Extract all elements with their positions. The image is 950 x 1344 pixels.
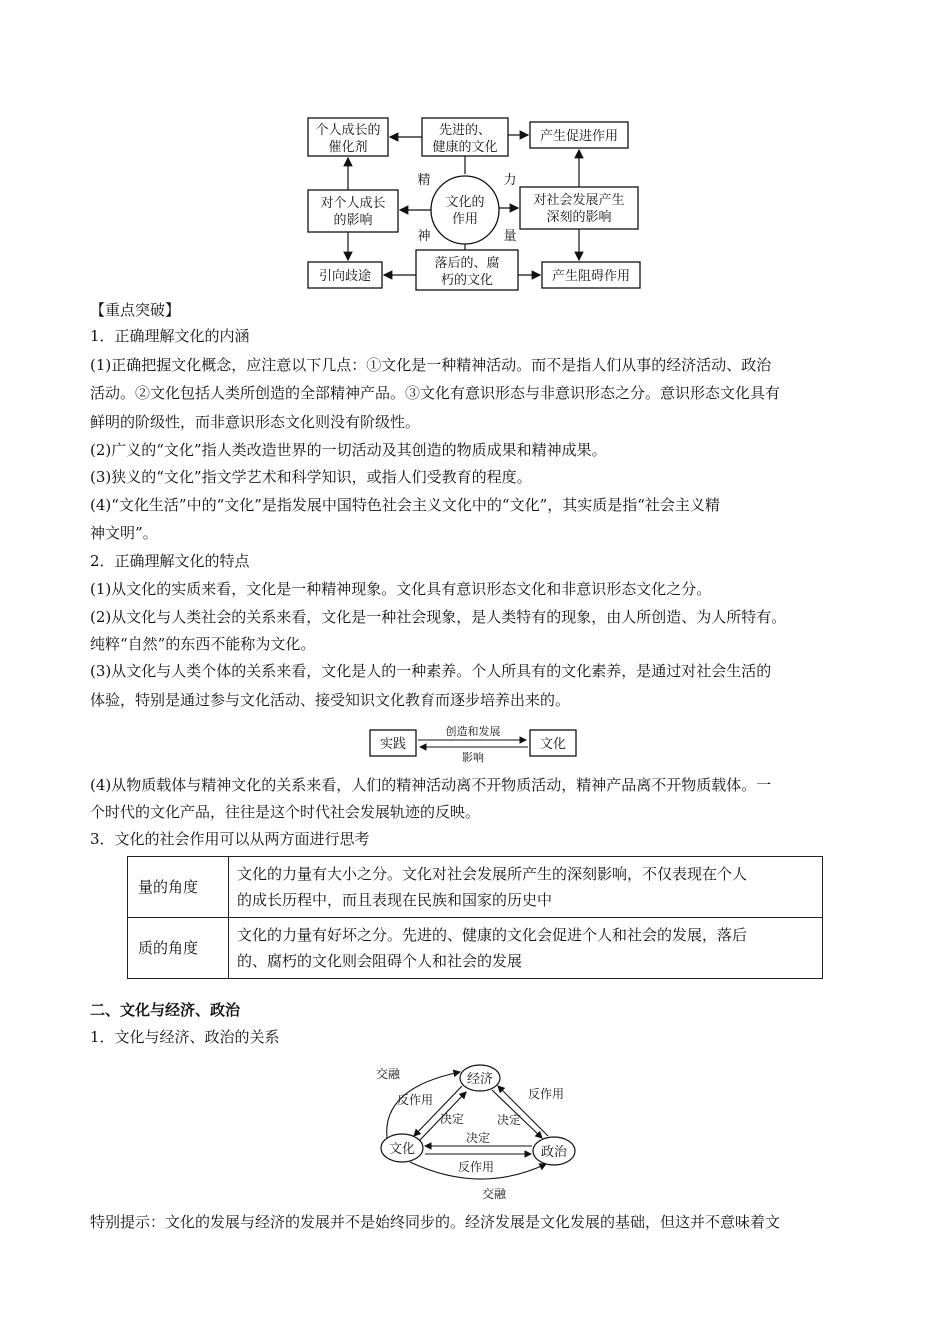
top-center-line1: 先进的、 [438, 123, 492, 138]
practice-culture-diagram [368, 722, 580, 766]
jueding-left: 决定 [439, 1112, 465, 1126]
fanzuoyong-right: 反作用 [527, 1087, 565, 1101]
section2-sub: 1．文化与经济、政治的关系 [90, 1028, 280, 1046]
center-circle [431, 176, 499, 244]
text-line-10: (1)从文化的实质来看，文化是一种精神现象。文化具有意识形态文化和非意识形态文化之分。 [90, 580, 712, 598]
section2-heading: 二、文化与经济、政治 [90, 1001, 241, 1019]
jueding-bottom: 决定 [465, 1131, 491, 1145]
text-line-11: (2)从文化与人类社会的关系来看，文化是一种社会现象，是人类特有的现象，由人所创造、为人所特有。 [90, 608, 787, 626]
text-line-17: 3．文化的社会作用可以从两方面进行思考 [90, 830, 370, 848]
corner-tr: 力 [503, 173, 517, 188]
bottom-arrow-label: 影响 [462, 751, 484, 764]
bottom-right-label: 产生阻碍作用 [551, 269, 631, 284]
tip-text: 特别提示：文化的发展与经济的发展并不是始终同步的。经济发展是文化发展的基础，但这并不意味着文 [90, 1213, 781, 1231]
text-line-14: 体验，特别是通过参与文化活动、接受知识文化教育而逐步培养出来的。 [90, 691, 571, 709]
mid-left-line1: 对个人成长 [320, 196, 386, 211]
center-line2: 作用 [451, 212, 479, 227]
politics-label: 政治 [540, 1145, 568, 1160]
table-key: 质的角度 [128, 918, 229, 979]
mid-right-line2: 深刻的影响 [546, 210, 612, 225]
top-left-line2: 催化剂 [328, 140, 368, 155]
culture-role-table [127, 856, 823, 979]
text-line-15: (4)从物质载体与精神文化的关系来看，人们的精神活动离不开物质活动，精神产品离不开物质载体。一 [90, 776, 772, 794]
fanzuoyong-left: 反作用 [396, 1093, 434, 1107]
fanzuoyong-bottom: 反作用 [457, 1160, 495, 1174]
top-center-line2: 健康的文化 [432, 140, 498, 155]
text-line-2: (1)正确把握文化概念，应注意以下几点：①文化是一种精神活动。而不是指人们从事的经济活动、政治 [90, 356, 772, 374]
corner-br: 量 [503, 229, 517, 244]
bottom-left-label: 引向歧途 [318, 269, 372, 284]
text-line-8: 神文明”。 [90, 524, 158, 542]
practice-label: 实践 [379, 737, 407, 752]
mid-left-line2: 的影响 [333, 213, 373, 228]
section-heading: 【重点突破】 [90, 301, 181, 319]
economy-label: 经济 [466, 1072, 494, 1087]
text-line-13: (3)从文化与人类个体的关系来看，文化是人的一种素养。个人所具有的文化素养，是通过对社会生活的 [90, 662, 772, 680]
jueding-right: 决定 [496, 1113, 522, 1127]
table-value: 文化的力量有好坏之分。先进的、健康的文化会促进个人和社会的发展，落后 的、腐朽的文化则会阻碍个人和社会的发展 [229, 918, 823, 979]
text-line-6: (3)狭义的“文化”指文学艺术和科学知识，或指人们受教育的程度。 [90, 468, 532, 486]
mid-right-line1: 对社会发展产生 [533, 193, 625, 208]
text-line-12: 纯粹“自然”的东西不能称为文化。 [90, 635, 316, 653]
corner-bl: 神 [417, 229, 431, 244]
culture-function-diagram [300, 112, 650, 292]
center-line1: 文化的 [445, 195, 485, 210]
text-line-4: 鲜明的阶级性，而非意识形态文化则没有阶级性。 [90, 413, 421, 431]
culture-label: 文化 [539, 737, 567, 752]
jiaorong-top: 交融 [375, 1067, 401, 1081]
text-line-7: (4)“文化生活”中的“文化”是指发展中国特色社会主义文化中的“文化”，其实质是指“社会主义精 [90, 496, 720, 514]
text-line-5: (2)广义的“文化”指人类改造世界的一切活动及其创造的物质成果和精神成果。 [90, 441, 607, 459]
text-line-16: 个时代的文化产品，往往是这个时代社会发展轨迹的反映。 [90, 803, 481, 821]
text-line-1: 1．正确理解文化的内涵 [90, 327, 250, 345]
culture-label: 文化 [388, 1142, 416, 1157]
table-row [128, 918, 823, 979]
text-line-9: 2．正确理解文化的特点 [90, 552, 250, 570]
top-left-line1: 个人成长的 [315, 123, 381, 138]
culture-economy-politics-diagram [370, 1060, 580, 1205]
jiaorong-bottom: 交融 [481, 1187, 507, 1201]
table-row [128, 857, 823, 918]
bottom-center-line1: 落后的、腐 [434, 256, 500, 271]
table-value: 文化的力量有大小之分。文化对社会发展所产生的深刻影响，不仅表现在个人 的成长历程中，而且表现在民族和国家的历史中 [229, 857, 823, 918]
top-right-label: 产生促进作用 [539, 129, 619, 144]
table-key: 量的角度 [128, 857, 229, 918]
bottom-center-line2: 朽的文化 [440, 273, 494, 288]
top-arrow-label: 创造和发展 [445, 725, 501, 738]
text-line-3: 活动。②文化包括人类所创造的全部精神产品。③文化有意识形态与非意识形态之分。意识形态文化具有 [90, 384, 781, 402]
corner-tl: 精 [417, 173, 431, 188]
